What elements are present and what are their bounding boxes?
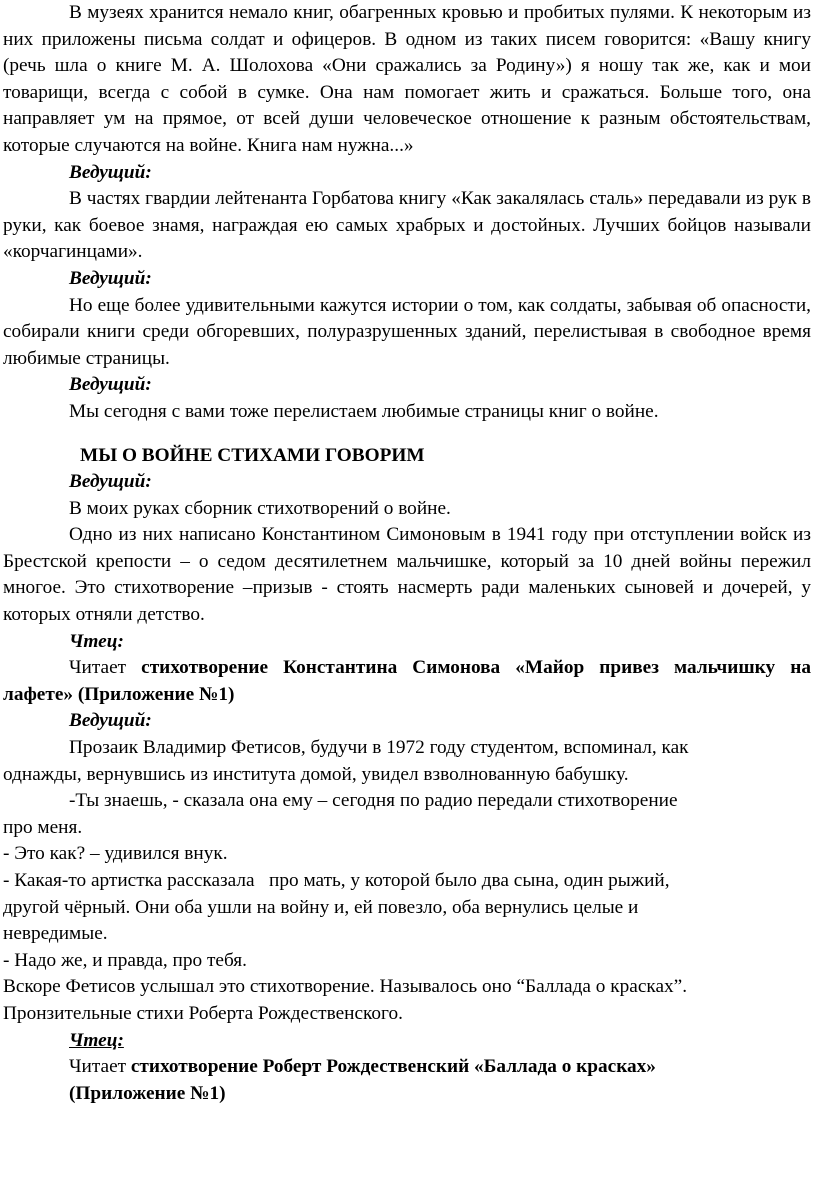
section-heading: МЫ О ВОЙНЕ СТИХАМИ ГОВОРИМ [80, 444, 425, 466]
dialog-line: - Надо же, и правда, про тебя. [3, 949, 247, 971]
paragraph-museum-books: В музеях хранится немало книг, обагренных кровью и пробитых пулями. К некоторым из них приложены письма солдат и офицеров. В одном из таких писем говорится: «Вашу книгу (речь шла о книге М. А. Шолохова «Они сражались за Родину») я ношу так же, как и мои товарищи, всегда с собой в сумке. Она нам помогает жить и сражаться. Больше того, она направляет ум на прямое, от всей души человеческое отношение к разным обстоятельствам, которые случаются на войне. Книга нам нужна...» [3, 2, 811, 156]
paragraph-simonov-poem: Одно из них написано Константином Симоновым в 1941 году при отступлении войск из Брестской крепости – о седом десятилетнем мальчишке, который за 10 дней войны пережил многое. Это стихотворение –призыв - стоять насмерть ради маленьких сыновей и дочерей, у которых отняли детство. [3, 524, 811, 626]
speaker-label: Ведущий: [69, 471, 152, 493]
speaker-label: Ведущий: [69, 374, 152, 396]
speaker-label: Ведущий: [69, 267, 152, 289]
dialog-line: про меня. [3, 816, 83, 838]
paragraph-fetisov-line: Прозаик Владимир Фетисов, будучи в 1972 году студентом, вспоминал, как [69, 737, 689, 759]
paragraph-collection: В моих руках сборник стихотворений о войне. [69, 497, 451, 519]
speaker-label: Чтец: [69, 1029, 124, 1051]
paragraph-reader-simonov [3, 655, 811, 708]
paragraph-gorbatov: В частях гвардии лейтенанта Горбатова книгу «Как закалялась сталь» передавали из рук в руки, как боевое знамя, награждая ею самых храбрых и достойных. Лучших бойцов называли «корчагинцами». [3, 188, 811, 263]
paragraph-ballad-line: Вскоре Фетисов услышал это стихотворение. Называлось оно “Баллада о красках”. [3, 976, 688, 998]
speaker-label: Чтец: [69, 630, 124, 652]
dialog-line: -Ты знаешь, - сказала она ему – сегодня по радио передали стихотворение [69, 790, 678, 812]
reader-lead-text: Читает [69, 657, 142, 679]
speaker-label: Ведущий: [69, 710, 152, 732]
dialog-line: - Это как? – удивился внук. [3, 843, 228, 865]
paragraph-turn-pages: Мы сегодня с вами тоже перелистаем любимые страницы книг о войне. [69, 400, 659, 422]
paragraph-ballad-line: Пронзительные стихи Роберта Рождественского. [3, 1002, 403, 1024]
reader-lead-text: Читает [69, 1056, 131, 1078]
paragraph-fetisov-line: однажды, вернувшись из института домой, увидел взволнованную бабушку. [3, 763, 629, 785]
paragraph-soldiers-books: Но еще более удивительными кажутся истории о том, как солдаты, забывая об опасности, собирали книги среди обгоревших, полуразрушенных зданий, перелистывая в свободное время любимые страницы. [3, 294, 811, 369]
poem-title-rozhdestvensky: стихотворение Роберт Рождественский «Баллада о красках» [130, 1056, 656, 1078]
poem-title-simonov: стихотворение Константина Симонова «Майор привез мальчишку на лафете» (Приложение №1) [3, 657, 811, 705]
appendix-label: (Приложение №1) [69, 1082, 226, 1104]
speaker-label: Ведущий: [69, 161, 152, 183]
dialog-line: другой чёрный. Они оба ушли на войну и, ей повезло, оба вернулись целые и [3, 896, 639, 918]
paragraph-reader-rozhdestvensky [3, 1054, 811, 1081]
appendix-reference [3, 1081, 811, 1108]
dialog-line: невредимые. [3, 923, 108, 945]
dialog-line: - Какая-то артистка рассказала про мать, у которой было два сына, один рыжий, [3, 870, 670, 891]
